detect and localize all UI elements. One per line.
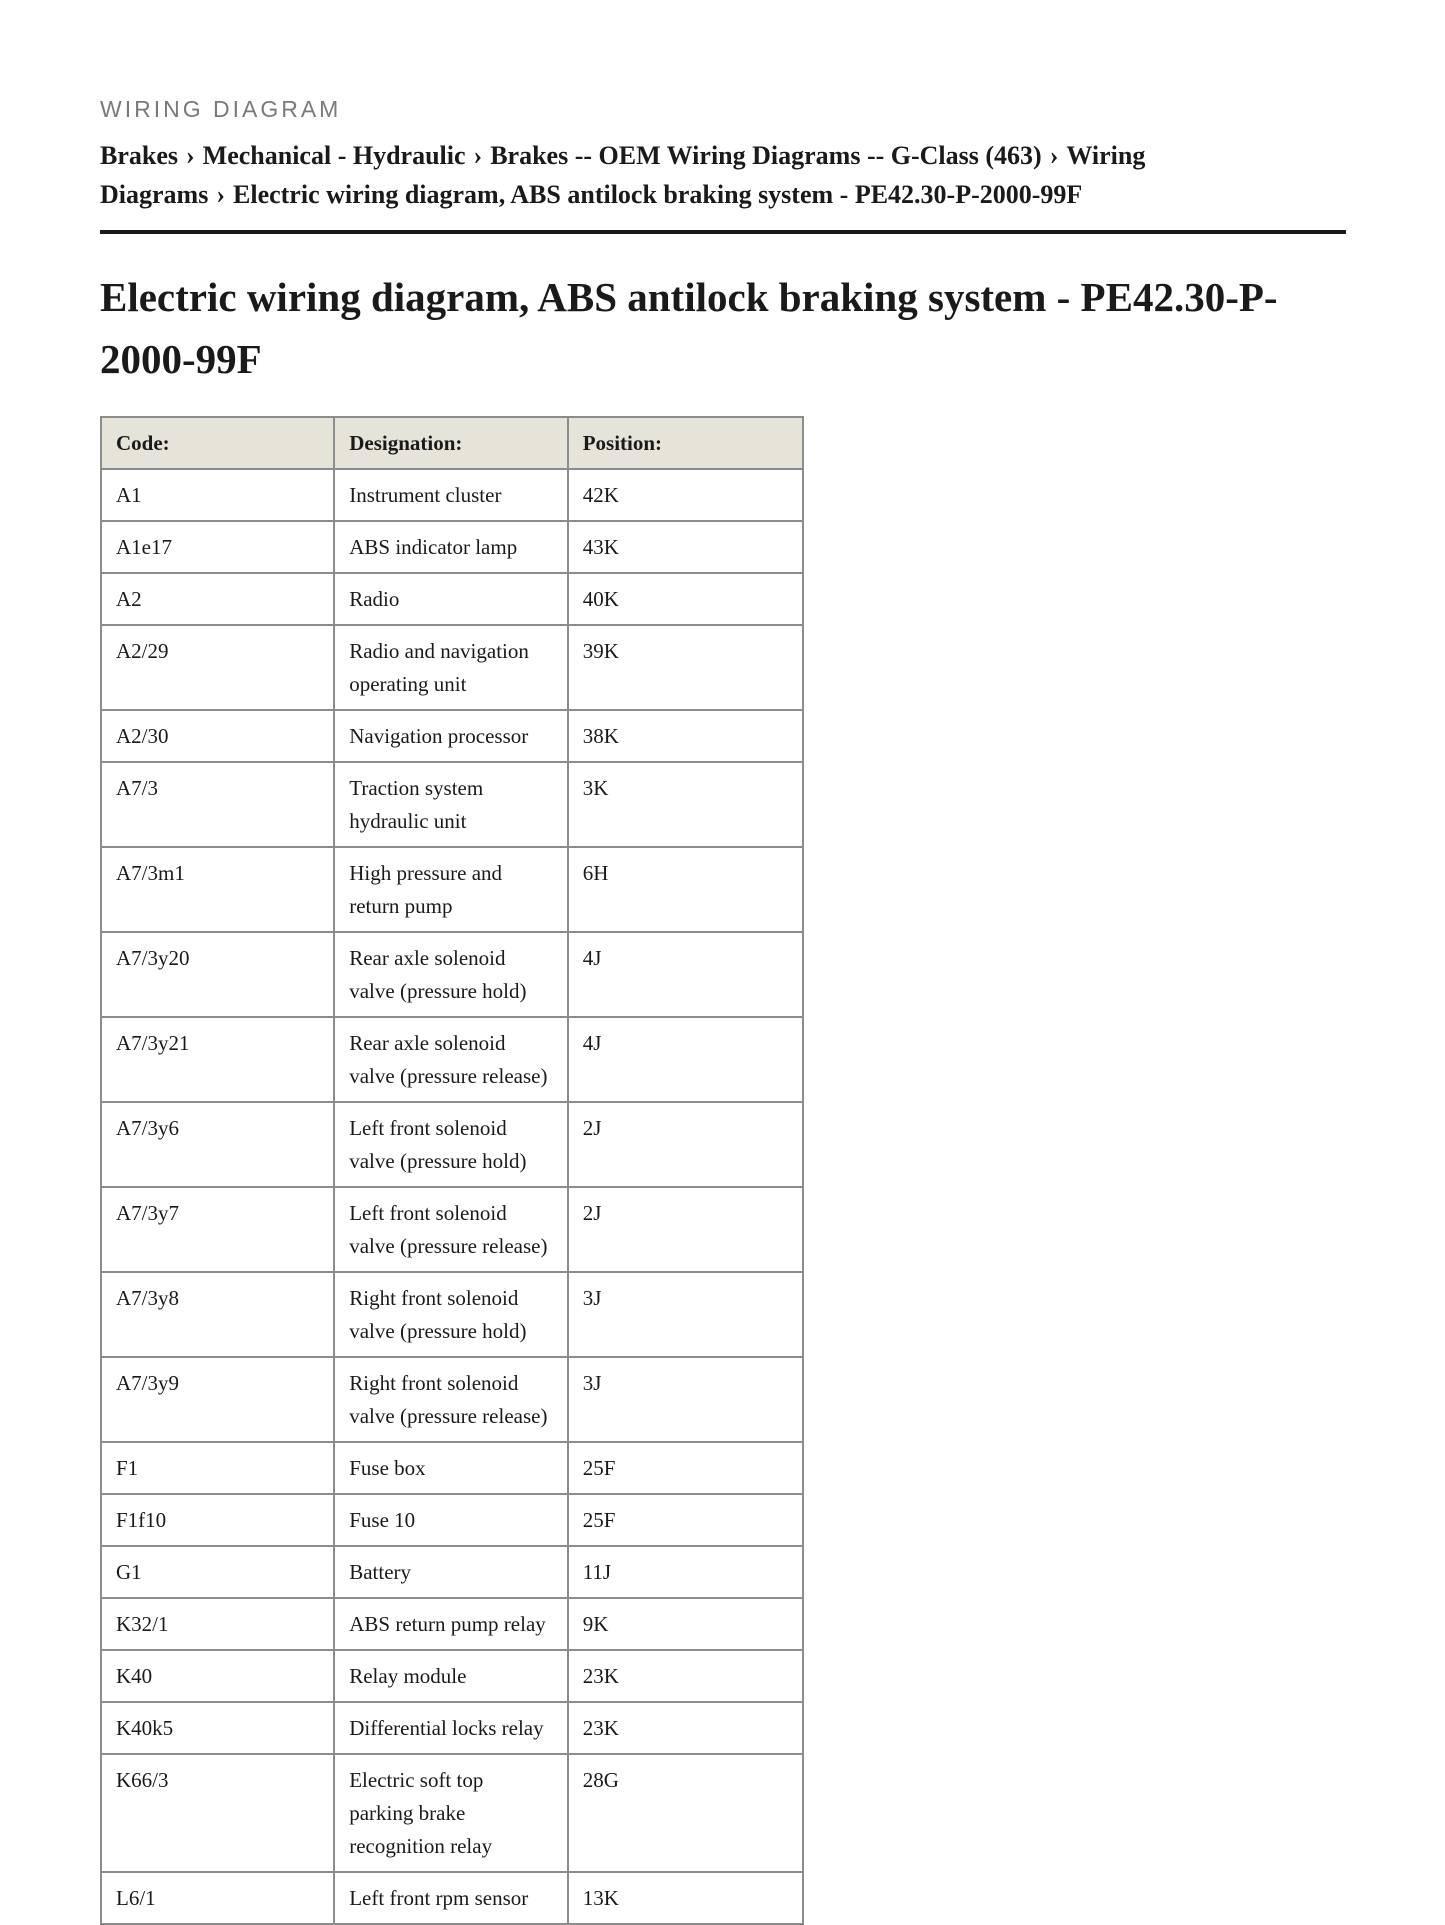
code-cell: A7/3y21 [101,1017,334,1102]
designation-cell: Rear axle solenoid valve (pressure hold) [334,932,567,1017]
code-cell: A7/3 [101,762,334,847]
designation-cell: Relay module [334,1650,567,1702]
code-cell: L6/1 [101,1872,334,1924]
table-row [101,932,803,1017]
table-row [101,625,803,710]
position-cell: 42K [568,469,803,521]
breadcrumb-item[interactable]: Brakes -- OEM Wiring Diagrams -- G-Class (463) [490,141,1042,170]
breadcrumb-separator: › [1049,141,1059,170]
position-cell: 23K [568,1650,803,1702]
table-row [101,1017,803,1102]
position-cell: 4J [568,932,803,1017]
table-row [101,1357,803,1442]
breadcrumb-item[interactable]: Wiring Diagrams [100,141,1146,209]
page-title: Electric wiring diagram, ABS antilock braking system - PE42.30-P-2000-99F [100,274,1278,382]
breadcrumb [100,136,1346,214]
table-row [101,847,803,932]
position-cell: 2J [568,1102,803,1187]
table-row [101,1272,803,1357]
designation-cell: Fuse box [334,1442,567,1494]
code-cell: A7/3y20 [101,932,334,1017]
position-cell: 2J [568,1187,803,1272]
code-cell: A7/3m1 [101,847,334,932]
designation-cell: ABS indicator lamp [334,521,567,573]
code-cell: G1 [101,1546,334,1598]
table-row [101,1546,803,1598]
designation-cell: Right front solenoid valve (pressure hold) [334,1272,567,1357]
designation-cell: Radio and navigation operating unit [334,625,567,710]
code-cell: A7/3y9 [101,1357,334,1442]
table-row [101,1872,803,1924]
breadcrumb-separator: › [473,141,483,170]
document-page [100,94,1346,1925]
position-cell: 4J [568,1017,803,1102]
table-row [101,469,803,521]
table-row [101,762,803,847]
position-cell: 40K [568,573,803,625]
code-cell: K32/1 [101,1598,334,1650]
code-cell: K40k5 [101,1702,334,1754]
code-cell: A1 [101,469,334,521]
designation-cell: Left front solenoid valve (pressure hold) [334,1102,567,1187]
table-row [101,1442,803,1494]
designation-cell: Right front solenoid valve (pressure release) [334,1357,567,1442]
code-cell: F1 [101,1442,334,1494]
position-cell: 23K [568,1702,803,1754]
position-cell: 6H [568,847,803,932]
header-divider [100,230,1346,234]
table-row [101,1702,803,1754]
table-row [101,1598,803,1650]
designation-cell: ABS return pump relay [334,1598,567,1650]
code-cell: A1e17 [101,521,334,573]
code-cell: A2/29 [101,625,334,710]
designation-cell: Radio [334,573,567,625]
table-row [101,1494,803,1546]
position-cell: 25F [568,1442,803,1494]
designation-cell: Left front rpm sensor [334,1872,567,1924]
designation-cell: Instrument cluster [334,469,567,521]
code-cell: A2/30 [101,710,334,762]
code-cell: A7/3y7 [101,1187,334,1272]
position-cell: 38K [568,710,803,762]
table-row [101,1102,803,1187]
position-cell: 13K [568,1872,803,1924]
code-cell: F1f10 [101,1494,334,1546]
breadcrumb-item[interactable]: Mechanical - Hydraulic [202,141,466,170]
designation-cell: Electric soft top parking brake recognition relay [334,1754,567,1872]
table-row [101,521,803,573]
component-table [100,416,804,1925]
table-row [101,1754,803,1872]
breadcrumb-item[interactable]: Brakes [100,141,178,170]
section-label: WIRING DIAGRAM [100,96,342,122]
column-header-code: Code: [101,417,334,469]
code-cell: A7/3y8 [101,1272,334,1357]
position-cell: 3J [568,1272,803,1357]
position-cell: 9K [568,1598,803,1650]
table-row [101,710,803,762]
position-cell: 11J [568,1546,803,1598]
breadcrumb-current: Electric wiring diagram, ABS antilock braking system - PE42.30-P-2000-99F [233,180,1083,209]
position-cell: 28G [568,1754,803,1872]
position-cell: 3J [568,1357,803,1442]
table-row [101,1650,803,1702]
code-cell: K40 [101,1650,334,1702]
column-header-designation: Designation: [334,417,567,469]
column-header-position: Position: [568,417,803,469]
designation-cell: Battery [334,1546,567,1598]
designation-cell: Traction system hydraulic unit [334,762,567,847]
position-cell: 39K [568,625,803,710]
code-cell: K66/3 [101,1754,334,1872]
designation-cell: Differential locks relay [334,1702,567,1754]
designation-cell: Navigation processor [334,710,567,762]
code-cell: A2 [101,573,334,625]
table-row [101,1187,803,1272]
breadcrumb-separator: › [216,180,225,209]
table-header-row [101,417,803,469]
designation-cell: Fuse 10 [334,1494,567,1546]
table-body [101,469,803,1924]
designation-cell: High pressure and return pump [334,847,567,932]
position-cell: 25F [568,1494,803,1546]
position-cell: 43K [568,521,803,573]
position-cell: 3K [568,762,803,847]
designation-cell: Rear axle solenoid valve (pressure release) [334,1017,567,1102]
breadcrumb-separator: › [186,141,195,170]
table-row [101,573,803,625]
designation-cell: Left front solenoid valve (pressure release) [334,1187,567,1272]
code-cell: A7/3y6 [101,1102,334,1187]
